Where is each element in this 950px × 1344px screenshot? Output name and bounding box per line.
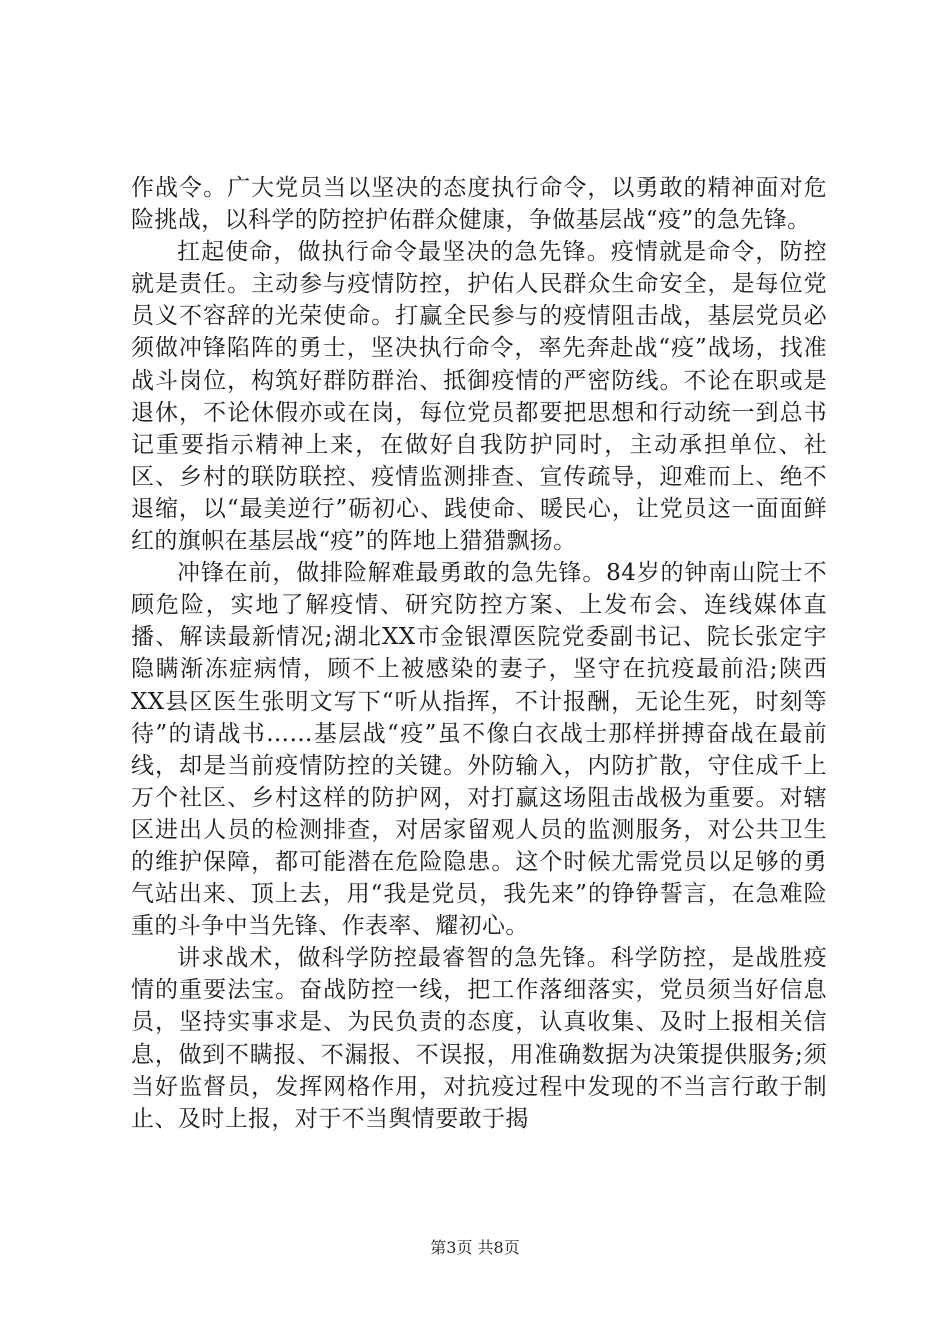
paragraph-2: 扛起使命，做执行命令最坚决的急先锋。疫情就是命令，防控就是责任。主动参与疫情防控，护佑人民群众生命安全，是每位党员义不容辞的光荣使命。打赢全民参与的疫情阻击战，基层党员必须做冲锋陷阵的勇士，坚决执行命令，率先奔赴战“疫”战场，找准战斗岗位，构筑好群防群治、抵御疫情的严密防线。不论在职或是退休，不论休假亦或在岗，每位党员都要把思想和行动统一到总书记重要指示精神上来，在做好自我防护同时，主动承担单位、社区、乡村的联防联控、疫情监测排查、宣传疏导，迎难而上、绝不退缩，以“最美逆行”砺初心、践使命、暖民心，让党员这一面面鲜红的旗帜在基层战“疫”的阵地上猎猎飘扬。: [131, 239, 827, 555]
page-number-footer: 第3页 共8页: [430, 1238, 520, 1257]
paragraph-4: 讲求战术，做科学防控最睿智的急先锋。科学防控，是战胜疫情的重要法宝。奋战防控一线，把工作落细落实，党员须当好信息员，坚持实事求是、为民负责的态度，认真收集、及时上报相关信息，做到不瞒报、不漏报、不误报，用准确数据为决策提供服务;须当好监督员，发挥网格作用，对抗疫过程中发现的不当言行敢于制止、及时上报，对于不当舆情要敢于揭: [131, 945, 827, 1132]
document-body: [131, 172, 827, 1135]
paragraph-1: 作战令。广大党员当以坚决的态度执行命令，以勇敢的精神面对危险挑战，以科学的防控护佑群众健康，争做基层战“疫”的急先锋。: [131, 175, 827, 234]
paragraph-3: 冲锋在前，做排险解难最勇敢的急先锋。84岁的钟南山院士不顾危险，实地了解疫情、研究防控方案、上发布会、连线媒体直播、解读最新情况;湖北XX市金银潭医院党委副书记、院长张定宇隐瞒渐冻症病情，顾不上被感染的妻子，坚守在抗疫最前沿;陕西XX县区医生张明文写下“听从指挥，不计报酬，无论生死，时刻等待”的请战书……基层战“疫”虽不像白衣战士那样拼搏奋战在最前线，却是当前疫情防控的关键。外防输入，内防扩散，守住成千上万个社区、乡村这样的防护网，对打赢这场阻击战极为重要。对辖区进出人员的检测排查，对居家留观人员的监测服务，对公共卫生的维护保障，都可能潜在危险隐患。这个时候尤需党员以足够的勇气站出来、顶上去，用“我是党员，我先来”的铮铮誓言，在急难险重的斗争中当先锋、作表率、耀初心。: [131, 560, 827, 940]
